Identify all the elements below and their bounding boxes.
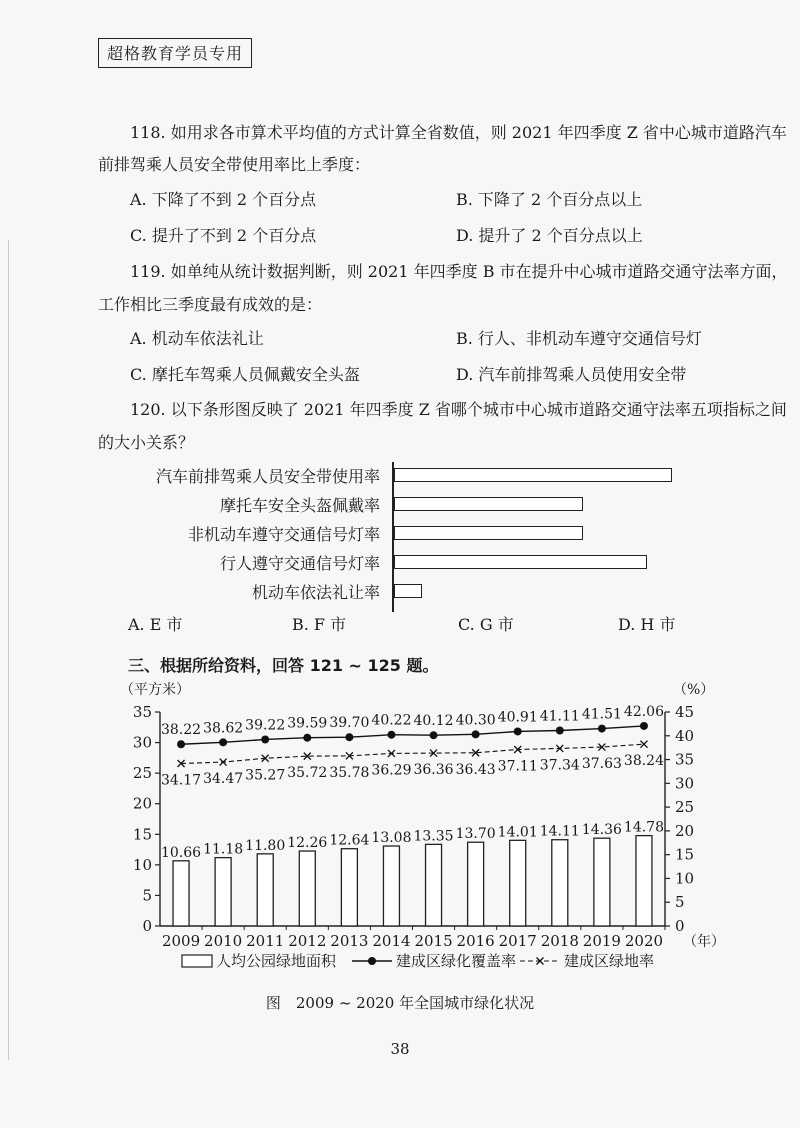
bar-green-area-per-capita: [383, 846, 399, 926]
right-tick-label: 45: [675, 703, 695, 721]
left-tick-label: 10: [132, 855, 152, 874]
right-tick-label: 0: [675, 917, 685, 935]
coverage-point: [177, 740, 185, 748]
page-number: 38: [390, 1040, 410, 1058]
bar-green-area-per-capita: [299, 851, 315, 926]
bar-green-area-per-capita: [552, 840, 568, 926]
coverage-point: [219, 738, 227, 746]
q120-bar: [394, 526, 583, 540]
q119-line2: 工作相比三季度最有成效的是：: [98, 295, 323, 314]
bar-green-area-per-capita: [594, 838, 610, 926]
x-tick-label: 2011: [246, 932, 285, 950]
q120-option-a[interactable]: A. E 市: [128, 615, 183, 634]
right-tick-label: 30: [675, 774, 695, 793]
q118-line2: 前排驾乘人员安全带使用率比上季度：: [98, 155, 371, 174]
left-axis-unit: （平方米）: [120, 682, 190, 698]
coverage-value-label: 39.22: [245, 717, 286, 734]
right-tick-label: 10: [675, 869, 695, 888]
bar-value-label: 13.35: [413, 828, 454, 845]
q120-bar-label: 机动车依法礼让率: [251, 583, 380, 602]
x-tick-label: 2017: [498, 932, 537, 950]
chart-caption: 图 2009 ~ 2020 年全国城市绿化状况: [265, 994, 535, 1012]
bar-green-area-per-capita: [257, 854, 273, 926]
coverage-value-label: 41.11: [539, 708, 580, 725]
coverage-value-label: 41.51: [581, 706, 622, 723]
right-axis-unit: （%）: [673, 682, 715, 698]
x-tick-label: 2014: [372, 932, 411, 950]
left-tick-label: 30: [132, 733, 152, 752]
left-tick-label: 5: [142, 886, 152, 905]
x-tick-label: 2019: [582, 932, 621, 950]
q118-line1: 118. 如用求各市算术平均值的方式计算全省数值，则 2021 年四季度 Z 省中心城市道路汽车: [130, 123, 787, 142]
coverage-value-label: 38.22: [160, 722, 202, 739]
x-axis-unit: （年）: [683, 934, 725, 950]
q120-bar: [394, 468, 672, 482]
green-land-point: [640, 741, 647, 748]
green-land-value-label: 35.27: [245, 767, 286, 784]
bar-value-label: 13.70: [455, 826, 496, 843]
coverage-point: [598, 725, 606, 733]
q118-option-d[interactable]: D. 提升了 2 个百分点以上: [456, 226, 643, 245]
coverage-point: [514, 727, 522, 735]
q120-option-c[interactable]: C. G 市: [458, 615, 514, 634]
bar-green-area-per-capita: [636, 836, 652, 926]
right-tick-label: 40: [675, 726, 695, 745]
bar-value-label: 13.08: [371, 830, 412, 847]
q120-bar-label: 非机动车遵守交通信号灯率: [187, 525, 380, 544]
greening-chart: [0, 680, 800, 980]
coverage-value-label: 40.12: [413, 713, 454, 730]
right-tick-label: 20: [675, 821, 695, 840]
section-three-heading: 三、根据所给资料，回答 121 ~ 125 题。: [128, 656, 439, 675]
q120-bar: [394, 584, 422, 598]
bar-green-area-per-capita: [173, 861, 189, 926]
x-tick-label: 2013: [330, 932, 369, 950]
green-land-value-label: 34.17: [160, 772, 202, 789]
q120-line1: 120. 以下条形图反映了 2021 年四季度 Z 省哪个城市中心城市道路交通守法率五项指标之间: [130, 400, 787, 419]
q120-bar-label: 汽车前排驾乘人员安全带使用率: [155, 467, 380, 486]
coverage-value-label: 40.91: [497, 709, 538, 726]
green-land-value-label: 37.63: [581, 756, 622, 773]
bar-green-area-per-capita: [215, 858, 231, 926]
q119-option-c[interactable]: C. 摩托车驾乘人员佩戴安全头盔: [130, 365, 360, 384]
coverage-value-label: 39.70: [329, 715, 370, 732]
coverage-value-label: 42.06: [623, 703, 665, 720]
q120-bar-label: 摩托车安全头盔佩戴率: [219, 496, 380, 515]
bar-value-label: 14.01: [497, 824, 538, 841]
q119-option-b[interactable]: B. 行人、非机动车遵守交通信号灯: [456, 329, 702, 348]
bar-value-label: 11.80: [245, 837, 286, 854]
right-tick-label: 35: [675, 750, 695, 769]
bar-value-label: 10.66: [160, 844, 202, 861]
green-land-value-label: 34.47: [203, 771, 244, 788]
q118-option-b[interactable]: B. 下降了 2 个百分点以上: [456, 190, 643, 209]
green-land-value-label: 37.11: [497, 758, 538, 775]
x-tick-label: 2015: [414, 932, 453, 950]
x-tick-label: 2012: [288, 932, 327, 950]
green-land-value-label: 36.36: [413, 762, 454, 779]
green-land-value-label: 38.24: [623, 753, 665, 770]
bar-value-label: 14.11: [539, 823, 580, 840]
left-tick-label: 0: [142, 917, 152, 935]
green-land-value-label: 35.72: [287, 765, 328, 782]
green-land-value-label: 35.78: [329, 764, 370, 781]
left-tick-label: 15: [132, 825, 152, 844]
right-tick-label: 15: [675, 845, 695, 864]
coverage-point: [556, 726, 564, 734]
coverage-point: [430, 731, 438, 739]
bar-value-label: 11.18: [203, 841, 244, 858]
x-tick-label: 2020: [624, 932, 664, 950]
coverage-point: [303, 734, 311, 742]
coverage-point: [472, 730, 480, 738]
q120-line2: 的大小关系？: [98, 433, 195, 452]
q118-option-c[interactable]: C. 提升了不到 2 个百分点: [130, 226, 317, 245]
legend-coverage-label: 建成区绿化覆盖率: [396, 952, 517, 970]
bar-green-area-per-capita: [426, 844, 442, 926]
green-land-value-label: 37.34: [539, 757, 580, 774]
x-tick-label: 2018: [540, 932, 579, 950]
q120-bar: [394, 555, 647, 569]
coverage-point: [261, 735, 269, 743]
green-land-value-label: 36.43: [455, 761, 496, 778]
left-tick-label: 25: [132, 764, 152, 783]
q120-bar: [394, 497, 583, 511]
coverage-value-label: 38.62: [203, 720, 244, 737]
coverage-value-label: 40.22: [371, 712, 412, 729]
bar-value-label: 14.78: [623, 819, 665, 836]
q119-option-a[interactable]: A. 机动车依法礼让: [130, 329, 264, 348]
q119-option-d[interactable]: D. 汽车前排驾乘人员使用安全带: [456, 365, 687, 384]
header-stamp: 超格教育学员专用: [98, 38, 252, 68]
bar-green-area-per-capita: [341, 849, 357, 926]
bar-green-area-per-capita: [510, 840, 526, 926]
left-tick-label: 20: [132, 794, 152, 813]
legend-bar-swatch: [182, 955, 212, 967]
green-land-value-label: 36.29: [371, 762, 412, 779]
bar-value-label: 14.36: [581, 822, 622, 839]
q120-option-d[interactable]: D. H 市: [618, 615, 676, 634]
coverage-point: [345, 733, 353, 741]
left-tick-label: 35: [132, 703, 152, 721]
right-tick-label: 25: [675, 798, 695, 817]
legend-coverage-marker: [368, 957, 376, 965]
q120-bar-label: 行人遵守交通信号灯率: [219, 554, 380, 573]
bar-value-label: 12.26: [287, 835, 328, 852]
q120-option-b[interactable]: B. F 市: [292, 615, 347, 634]
x-tick-label: 2010: [204, 932, 243, 950]
legend-green-label: 建成区绿地率: [564, 952, 655, 970]
legend-bar-label: 人均公园绿地面积: [216, 952, 337, 970]
q119-line1: 119. 如单纯从统计数据判断，则 2021 年四季度 B 市在提升中心城市道路交通守法率方面，: [130, 262, 788, 281]
coverage-value-label: 39.59: [287, 715, 328, 732]
q118-option-a[interactable]: A. 下降了不到 2 个百分点: [130, 190, 317, 209]
x-tick-label: 2016: [456, 932, 495, 950]
bar-green-area-per-capita: [468, 842, 484, 926]
coverage-point: [640, 722, 648, 730]
coverage-point: [387, 731, 395, 739]
right-tick-label: 5: [675, 893, 685, 912]
x-tick-label: 2009: [161, 932, 201, 950]
coverage-value-label: 40.30: [455, 712, 496, 729]
bar-value-label: 12.64: [329, 832, 370, 849]
